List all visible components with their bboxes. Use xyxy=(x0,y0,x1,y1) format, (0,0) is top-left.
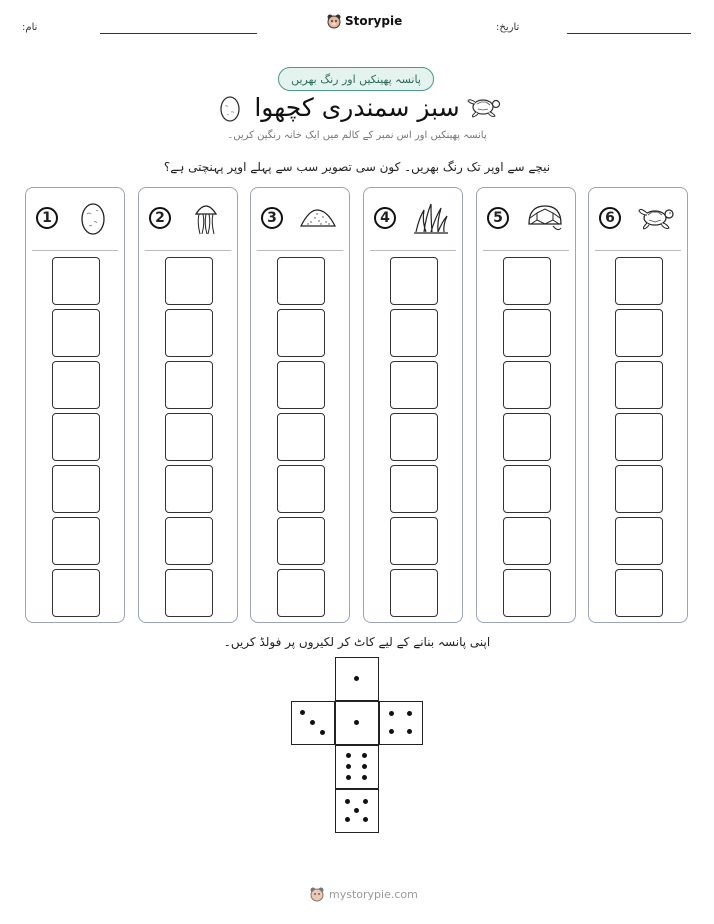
color-box[interactable] xyxy=(503,413,551,461)
die-face xyxy=(335,701,379,745)
brand-logo xyxy=(326,13,402,29)
column-number: 4 xyxy=(374,207,396,229)
die-face xyxy=(335,657,379,701)
brand-name: Storypie xyxy=(345,14,403,28)
date-label: :تاریخ xyxy=(496,22,520,33)
color-box[interactable] xyxy=(52,361,100,409)
die-pip xyxy=(362,753,367,758)
column-6 xyxy=(588,187,688,623)
color-box[interactable] xyxy=(503,569,551,617)
color-box[interactable] xyxy=(277,257,325,305)
color-box[interactable] xyxy=(503,361,551,409)
die-pip xyxy=(345,799,350,804)
die-pip xyxy=(362,764,367,769)
page-subtitle: پانسہ پھینکیں اور اس نمبر کے کالم میں ایک خانہ رنگین کریں۔ xyxy=(227,130,487,141)
color-box[interactable] xyxy=(503,517,551,565)
die-pip xyxy=(363,817,368,822)
die-pip xyxy=(320,730,325,735)
die-pip xyxy=(389,711,394,716)
die-pip xyxy=(300,710,305,715)
column-number: 1 xyxy=(36,207,58,229)
color-box[interactable] xyxy=(390,309,438,357)
die-pip xyxy=(345,817,350,822)
column-3 xyxy=(250,187,350,623)
cut-fold-instruction: اپنی پانسہ بنانے کے لیے کاٹ کر لکیروں پر فولڈ کریں۔ xyxy=(223,635,491,649)
die-pip xyxy=(354,808,359,813)
color-box[interactable] xyxy=(277,309,325,357)
color-box[interactable] xyxy=(615,413,663,461)
color-box[interactable] xyxy=(52,413,100,461)
die-pip xyxy=(310,720,315,725)
sea-turtle-icon xyxy=(637,200,675,236)
column-number: 5 xyxy=(487,207,509,229)
color-box[interactable] xyxy=(615,569,663,617)
die-pip xyxy=(346,753,351,758)
color-box[interactable] xyxy=(503,465,551,513)
color-box[interactable] xyxy=(277,517,325,565)
column-number: 3 xyxy=(261,207,283,229)
die-face xyxy=(291,701,335,745)
date-line[interactable] xyxy=(567,33,691,34)
color-box[interactable] xyxy=(390,257,438,305)
column-divider xyxy=(595,250,681,251)
column-divider xyxy=(370,250,456,251)
die-face xyxy=(335,745,379,789)
color-box[interactable] xyxy=(390,361,438,409)
sand-icon xyxy=(299,200,337,236)
color-box[interactable] xyxy=(165,569,213,617)
color-box[interactable] xyxy=(52,309,100,357)
color-box[interactable] xyxy=(503,257,551,305)
column-2 xyxy=(138,187,238,623)
color-box[interactable] xyxy=(615,465,663,513)
bear-logo-icon xyxy=(309,886,325,902)
color-box[interactable] xyxy=(165,361,213,409)
color-box[interactable] xyxy=(52,465,100,513)
die-pip xyxy=(407,711,412,716)
page-title: سبز سمندری کچھوا xyxy=(254,93,460,122)
color-box[interactable] xyxy=(52,569,100,617)
die-pip xyxy=(389,729,394,734)
jellyfish-icon xyxy=(187,200,225,236)
race-question: نیچے سے اوپر تک رنگ بھریں۔ کون سی تصویر سب سے پہلے اوپر پہنچتی ہے؟ xyxy=(163,160,551,174)
color-box[interactable] xyxy=(165,257,213,305)
column-divider xyxy=(483,250,569,251)
column-number: 2 xyxy=(149,207,171,229)
name-line[interactable] xyxy=(100,33,257,34)
color-box[interactable] xyxy=(277,413,325,461)
color-box[interactable] xyxy=(165,413,213,461)
die-pip xyxy=(407,729,412,734)
column-5 xyxy=(476,187,576,623)
activity-tag: پانسہ پھینکیں اور رنگ بھریں xyxy=(278,67,434,91)
color-box[interactable] xyxy=(503,309,551,357)
die-pip xyxy=(362,775,367,780)
seagrass-icon xyxy=(412,200,450,236)
die-pip xyxy=(354,720,359,725)
turtle-shell-icon xyxy=(525,200,563,236)
color-box[interactable] xyxy=(615,257,663,305)
color-box[interactable] xyxy=(615,309,663,357)
column-1 xyxy=(25,187,125,623)
color-box[interactable] xyxy=(52,517,100,565)
color-box[interactable] xyxy=(277,361,325,409)
column-divider xyxy=(145,250,231,251)
die-pip xyxy=(354,676,359,681)
footer xyxy=(309,886,418,902)
column-divider xyxy=(32,250,118,251)
color-box[interactable] xyxy=(165,309,213,357)
color-box[interactable] xyxy=(615,361,663,409)
column-4 xyxy=(363,187,463,623)
name-label: :نام xyxy=(22,22,38,33)
die-pip xyxy=(346,775,351,780)
color-box[interactable] xyxy=(390,569,438,617)
color-box[interactable] xyxy=(277,465,325,513)
color-box[interactable] xyxy=(615,517,663,565)
color-box[interactable] xyxy=(52,257,100,305)
color-box[interactable] xyxy=(277,569,325,617)
column-divider xyxy=(257,250,343,251)
color-box[interactable] xyxy=(390,465,438,513)
die-pip xyxy=(363,799,368,804)
die-face xyxy=(335,789,379,833)
column-number: 6 xyxy=(599,207,621,229)
die-face xyxy=(379,701,423,745)
color-box[interactable] xyxy=(390,413,438,461)
color-box[interactable] xyxy=(165,465,213,513)
sea-turtle-icon xyxy=(466,94,502,120)
die-pip xyxy=(346,764,351,769)
color-box[interactable] xyxy=(165,517,213,565)
color-box[interactable] xyxy=(390,517,438,565)
bear-logo-icon xyxy=(326,13,342,29)
footer-url: mystorypie.com xyxy=(329,887,418,901)
egg-icon xyxy=(74,200,112,236)
